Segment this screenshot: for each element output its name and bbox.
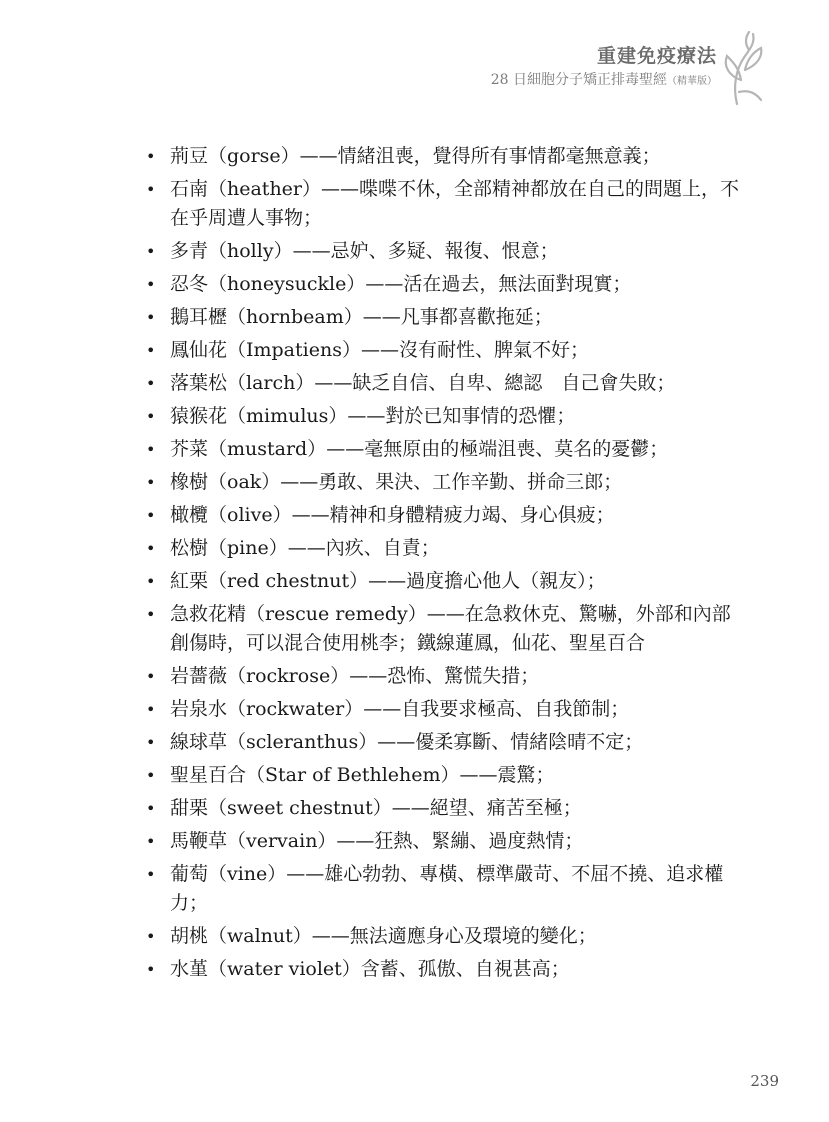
entry-text: 急救花精（rescue remedy）——在急救休克、驚嚇，外部和內部創傷時，可以混合使用桃李；鐵線蓮鳳，仙花、聖星百合 (170, 603, 731, 654)
entry-text: 線球草（scleranthus）——優柔寡斷、情緒陰晴不定； (170, 731, 644, 753)
entry-text: 橄欖（olive）——精神和身體精疲力竭、身心俱疲； (170, 504, 615, 526)
entry-text: 芥菜（mustard）——毫無原由的極端沮喪、莫名的憂鬱； (170, 438, 669, 460)
bullet-icon: • (146, 700, 156, 719)
entry-text: 松樹（pine）——內疚、自責； (170, 537, 440, 559)
entry-text: 鳳仙花（Impatiens）——沒有耐性、脾氣不好； (170, 339, 589, 361)
bullet-icon: • (146, 865, 156, 884)
page-number: 239 (750, 1072, 779, 1090)
entry-text: 紅栗（red chestnut）——過度擔心他人（親友）； (170, 570, 606, 592)
bullet-icon: • (146, 147, 156, 166)
bullet-icon: • (146, 308, 156, 327)
bullet-icon: • (146, 539, 156, 558)
bullet-icon: • (146, 180, 156, 199)
list-item (146, 567, 746, 596)
list-item (146, 303, 746, 332)
list-item (146, 955, 746, 984)
list-item (146, 827, 746, 856)
entry-text: 岩泉水（rockwater）——自我要求極高、自我節制； (170, 698, 630, 720)
bullet-icon: • (146, 341, 156, 360)
list-item (146, 761, 746, 790)
book-title: 重建免疫療法 (596, 45, 717, 67)
bullet-icon: • (146, 242, 156, 261)
list-item (146, 468, 746, 497)
bullet-icon: • (146, 572, 156, 591)
bullet-icon: • (146, 667, 156, 686)
edition-tag: （精華版） (667, 76, 717, 87)
entry-text: 鵝耳櫪（hornbeam）——凡事都喜歡拖延； (170, 306, 553, 328)
bullet-icon: • (146, 506, 156, 525)
bullet-icon: • (146, 766, 156, 785)
entry-text: 多青（holly）——忌妒、多疑、報復、恨意； (170, 240, 559, 262)
list-item (146, 922, 746, 951)
bullet-icon: • (146, 927, 156, 946)
entry-text: 甜栗（sweet chestnut）——絕望、痛苦至極； (170, 797, 582, 819)
bullet-icon: • (146, 473, 156, 492)
list-item (146, 695, 746, 724)
list-item (146, 369, 746, 398)
list-item (146, 600, 746, 658)
bullet-icon: • (146, 733, 156, 752)
subtitle-text: 28 日細胞分子矯正排毒聖經 (490, 72, 667, 88)
flower-remedy-list (146, 142, 746, 988)
list-item (146, 402, 746, 431)
entry-text: 馬鞭草（vervain）——狂熱、緊繃、過度熱情； (170, 830, 584, 852)
entry-text: 水堇（water violet）含蓄、孤傲、自視甚高； (170, 958, 570, 980)
floral-ornament-icon (715, 30, 767, 106)
list-item (146, 435, 746, 464)
entry-text: 石南（heather）——喋喋不休，全部精神都放在自己的問題上，不在乎周遭人事物； (170, 178, 740, 229)
list-item (146, 728, 746, 757)
list-item (146, 336, 746, 365)
bullet-icon: • (146, 832, 156, 851)
list-item (146, 860, 746, 918)
entry-text: 岩薔薇（rockrose）——恐怖、驚慌失措； (170, 665, 540, 687)
entry-text: 猿猴花（mimulus）——對於已知事情的恐懼； (170, 405, 576, 427)
bullet-icon: • (146, 407, 156, 426)
entry-text: 落葉松（larch）——缺乏自信、自卑、總認 自己會失敗； (170, 372, 676, 394)
list-item (146, 534, 746, 563)
bullet-icon: • (146, 374, 156, 393)
list-item (146, 662, 746, 691)
bullet-icon: • (146, 440, 156, 459)
list-item (146, 794, 746, 823)
entry-text: 荊豆（gorse）——情緒沮喪，覺得所有事情都毫無意義； (170, 145, 661, 167)
bullet-icon: • (146, 275, 156, 294)
entry-text: 忍冬（honeysuckle）——活在過去，無法面對現實； (170, 273, 632, 295)
list-item (146, 142, 746, 171)
entry-text: 葡萄（vine）——雄心勃勃、專橫、標準嚴苛、不屈不撓、追求權力； (170, 863, 724, 914)
list-item (146, 501, 746, 530)
book-subtitle (491, 70, 717, 92)
running-header (491, 44, 717, 92)
entry-text: 胡桃（walnut）——無法適應身心及環境的變化； (170, 925, 597, 947)
list-item (146, 270, 746, 299)
bullet-icon: • (146, 605, 156, 624)
list-item (146, 237, 746, 266)
entry-text: 聖星百合（Star of Bethlehem）——震驚； (170, 764, 555, 786)
bullet-icon: • (146, 799, 156, 818)
list-item (146, 175, 746, 233)
bullet-icon: • (146, 960, 156, 979)
entry-text: 橡樹（oak）——勇敢、果決、工作辛勤、拼命三郎； (170, 471, 623, 493)
